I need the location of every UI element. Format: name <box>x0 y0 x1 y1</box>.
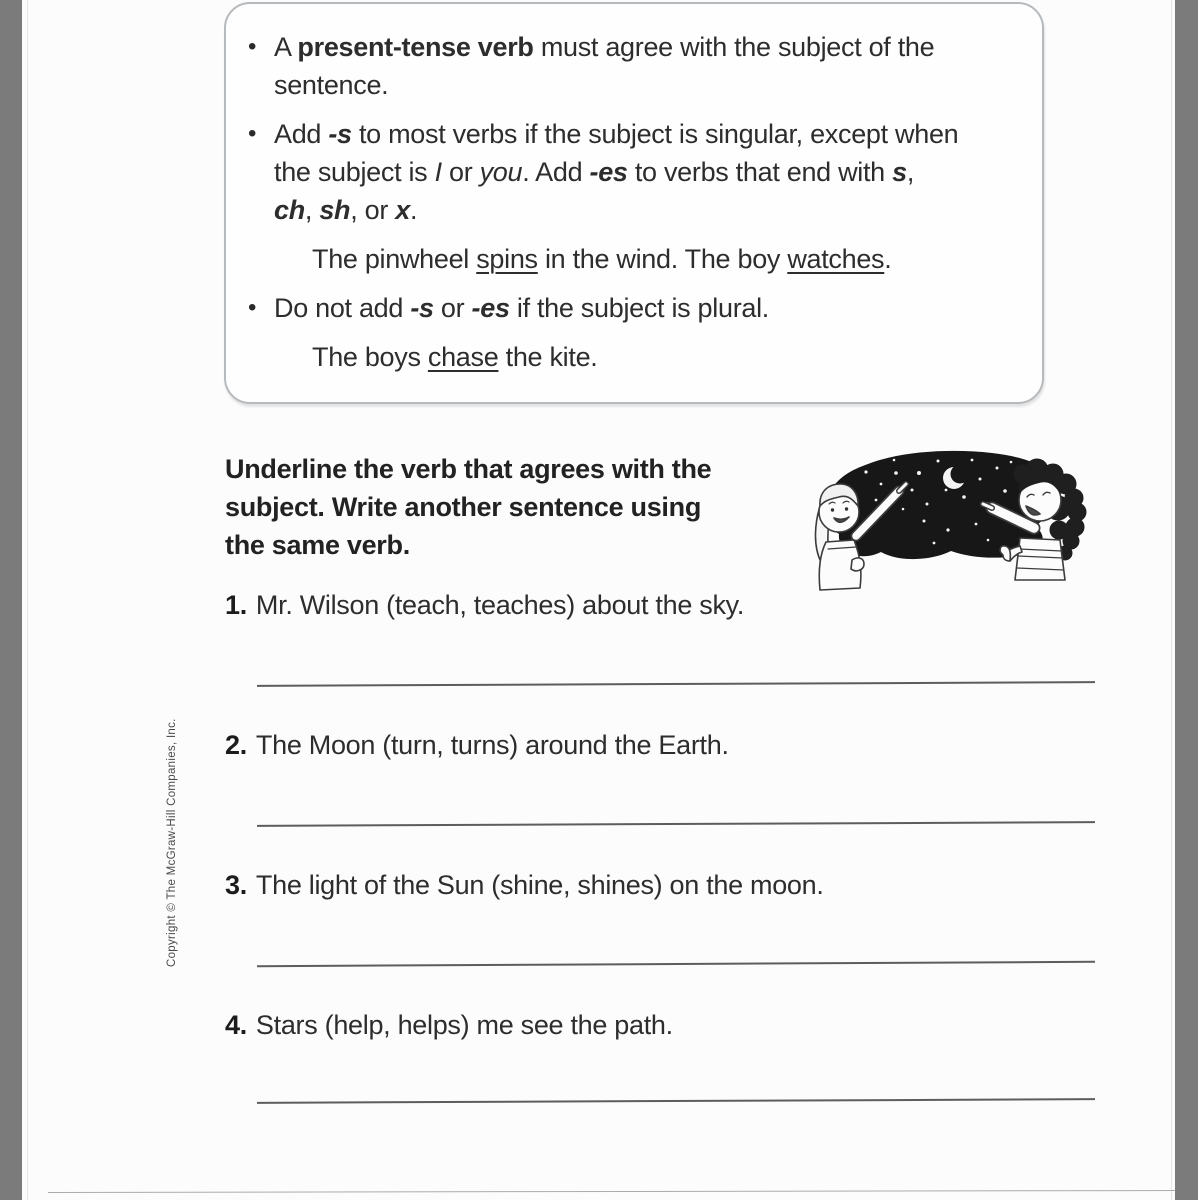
text-segment: -es <box>589 157 628 187</box>
text-segment: chase <box>427 342 499 372</box>
copyright-notice: Copyright © The McGraw-Hill Companies, Inc. <box>166 718 178 967</box>
exercise-sentence: The light of the Sun (shine, shines) on the moon. <box>255 870 824 900</box>
text-segment: to most verbs if the subject is singular, except when <box>351 119 959 149</box>
text-segment: The boys <box>312 342 428 372</box>
text-segment: -s <box>328 119 352 149</box>
rule-line <box>274 153 1036 191</box>
rule-bullet-item <box>248 115 1036 229</box>
text-segment: or <box>433 293 472 323</box>
text-segment: present-tense verb <box>297 32 534 62</box>
text-segment: , or <box>350 195 396 225</box>
directions <box>225 450 825 564</box>
text-segment: Add <box>274 119 329 149</box>
text-segment: spins <box>476 244 538 274</box>
text-segment: , <box>906 157 915 187</box>
text-segment: -s <box>410 293 434 323</box>
text-segment: s <box>892 157 907 187</box>
directions-line: the same verb. <box>225 530 410 560</box>
exercise-number: 1. <box>225 590 247 620</box>
rule-text <box>274 289 1036 327</box>
text-segment: watches <box>787 244 885 274</box>
page-edge-left <box>27 0 28 1200</box>
text-segment: must agree with the subject of the <box>533 32 935 62</box>
text-segment: to verbs that end with <box>627 157 893 187</box>
rule-bullet-item <box>248 28 1036 104</box>
exercise-item <box>225 730 729 761</box>
rule-line <box>312 240 1036 278</box>
text-segment: ch <box>274 195 305 225</box>
text-segment: if the subject is plural. <box>509 293 769 323</box>
answer-line[interactable] <box>257 681 1095 687</box>
bullet-icon: • <box>248 33 257 60</box>
text-segment: The pinwheel <box>312 244 477 274</box>
rule-text <box>274 28 1036 104</box>
text-segment: sentence. <box>274 70 389 100</box>
page-edge-right <box>1171 0 1172 1200</box>
text-segment: or <box>441 157 480 187</box>
rule-line <box>274 115 1036 153</box>
exercise-item <box>225 870 824 901</box>
rule-text <box>312 338 1036 376</box>
text-segment: Do not add <box>274 293 411 323</box>
rule-line <box>312 338 1036 376</box>
text-segment: , <box>304 195 320 225</box>
text-segment: you <box>479 157 523 187</box>
rule-example-item <box>312 338 1036 376</box>
answer-line[interactable] <box>257 1098 1095 1104</box>
text-segment: -es <box>471 293 510 323</box>
answer-line[interactable] <box>257 821 1095 827</box>
text-segment: . Add <box>522 157 590 187</box>
viewer-right-strip <box>1175 0 1198 1200</box>
left-child-hand <box>851 558 864 571</box>
exercise-item <box>225 590 744 621</box>
text-segment: . <box>409 195 418 225</box>
rule-example-item <box>312 240 1036 278</box>
answer-line[interactable] <box>257 961 1095 967</box>
text-segment: the kite. <box>498 342 598 372</box>
rule-box-content <box>248 28 1036 376</box>
text-segment: . <box>884 244 892 274</box>
text-segment: I <box>434 157 442 187</box>
rule-text <box>274 115 1036 229</box>
directions-line: subject. Write another sentence using <box>225 492 702 522</box>
rule-line <box>274 191 1036 229</box>
rule-line <box>274 289 1036 327</box>
text-segment: A <box>274 32 298 62</box>
text-segment: sh <box>319 195 351 225</box>
exercise-sentence: The Moon (turn, turns) around the Earth. <box>255 730 729 760</box>
exercise-sentence: Mr. Wilson (teach, teaches) about the sky. <box>255 590 745 620</box>
rule-line <box>274 66 1036 104</box>
exercise-item <box>225 1010 673 1041</box>
right-child-hand <box>1000 546 1010 561</box>
bullet-icon: • <box>248 120 257 147</box>
directions-line: Underline the verb that agrees with the <box>225 454 712 484</box>
exercise-number: 3. <box>225 870 247 900</box>
page-bottom-rule <box>48 1190 1175 1193</box>
exercise-sentence: Stars (help, helps) me see the path. <box>255 1010 673 1040</box>
rule-line <box>274 28 1036 66</box>
grammar-rule-box <box>224 2 1044 404</box>
bullet-icon: • <box>248 294 257 321</box>
text-segment: the subject is <box>274 157 435 187</box>
night-sky-illustration <box>806 448 1096 600</box>
rule-text <box>312 240 1036 278</box>
exercise-number: 2. <box>225 730 247 760</box>
viewer-left-strip <box>0 0 22 1200</box>
right-child-torso <box>1015 538 1065 580</box>
exercise-number: 4. <box>225 1010 247 1040</box>
text-segment: x <box>395 195 410 225</box>
rule-bullet-item <box>248 289 1036 327</box>
text-segment: in the wind. The boy <box>537 244 788 274</box>
